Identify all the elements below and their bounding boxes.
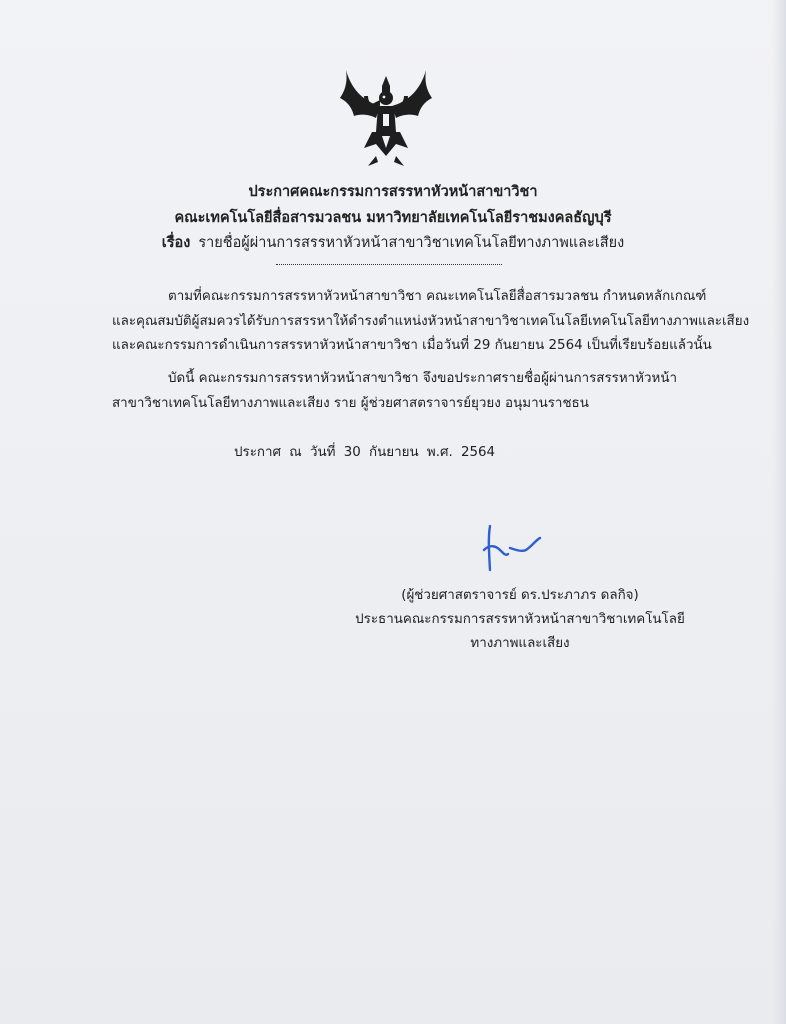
paragraph-1 — [112, 285, 750, 359]
paragraph-1-line: และคณะกรรมการดำเนินการสรรหาหัวหน้าสาขาวิชา เมื่อวันที่ 29 กันยายน 2564 เป็นที่เรียบร้อยแล้วนั้น — [112, 338, 712, 353]
garuda-emblem-icon — [338, 62, 434, 170]
subject-text: รายชื่อผู้ผ่านการสรรหาหัวหน้าสาขาวิชาเทคโนโลยีทางภาพและเสียง — [198, 235, 625, 251]
signer-name: (ผู้ช่วยศาสตราจารย์ ดร.ประภาภร ดลกิจ) — [401, 588, 639, 603]
subject-line — [0, 231, 786, 254]
paragraph-1-line: และคุณสมบัติผู้สมควรได้รับการสรรหาให้ดำรงตำแหน่งหัวหน้าสาขาวิชาเทคโนโลยีเทคโนโลยีทางภาพและเสียง — [112, 313, 750, 329]
signer-position-continued: ทางภาพและเสียง — [470, 636, 570, 651]
subject-label: เรื่อง — [161, 235, 191, 251]
announcement-title: ประกาศคณะกรรมการสรรหาหัวหน้าสาขาวิชา — [248, 184, 538, 200]
paragraph-2-line: สาขาวิชาเทคโนโลยีทางภาพและเสียง ราย ผู้ช่วยศาสตราจารย์ยุวยง อนุมานราชธน — [112, 395, 589, 411]
handwritten-signature — [472, 520, 552, 576]
page-edge-shadow — [772, 0, 786, 1024]
paragraph-2 — [112, 367, 692, 416]
paragraph-1-line: ตามที่คณะกรรมการสรรหาหัวหน้าสาขาวิชา คณะเทคโนโลยีสื่อสารมวลชน กำหนดหลักเกณฑ์ — [168, 289, 707, 304]
organization-name: คณะเทคโนโลยีสื่อสารมวลชน มหาวิทยาลัยเทคโนโลยีราชมงคลธัญบุรี — [174, 210, 612, 226]
announcement-date: ประกาศ ณ วันที่ 30 กันยายน พ.ศ. 2564 — [234, 445, 496, 460]
paragraph-2-line: บัดนี้ คณะกรรมการสรรหาหัวหน้าสาขาวิชา จึงขอประกาศรายชื่อผู้ผ่านการสรรหาหัวหน้า — [168, 371, 678, 386]
dotted-divider — [276, 264, 502, 265]
signer-position: ประธานคณะกรรมการสรรหาหัวหน้าสาขาวิชาเทคโนโลยี — [355, 612, 685, 627]
